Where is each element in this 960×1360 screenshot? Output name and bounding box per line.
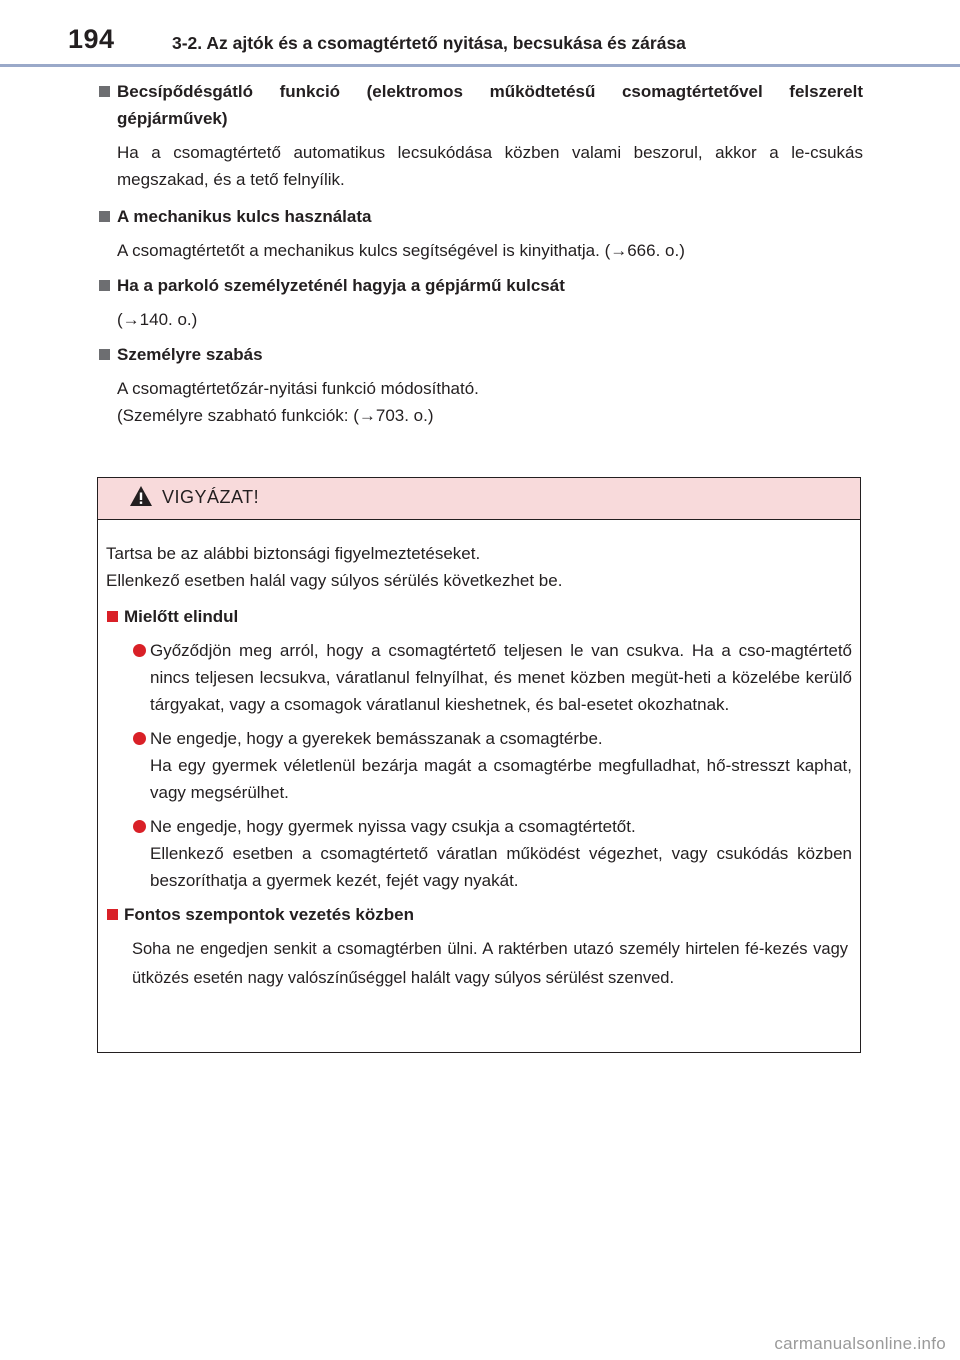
section-body: (→140. o.) [117,310,198,329]
warning-header [98,478,860,520]
warning-bullet [106,813,852,894]
warning-intro-line: Tartsa be az alábbi biztonsági figyelmeztetéseket. [106,544,481,563]
warning-subsection-text: Soha ne engedjen senkit a csomagtérben ülni. A raktérben utazó személy hirtelen fé-kezés vagy ütközés esetén nagy valószínűséggel halált vagy súlyos sérülést szenved. [132,940,848,987]
warning-body [98,520,860,993]
section-title-text: Személyre szabás [117,345,263,364]
red-square-bullet-icon [107,909,118,920]
red-square-bullet-icon [107,611,118,622]
red-dot-bullet-icon [133,732,146,745]
warning-bullet-text: Ha egy gyermek véletlenül bezárja magát a csomagtérbe megfulladhat, hő-stresszt kaphat, vagy megsérülhet. [150,756,852,802]
section-title [97,341,863,368]
section-customization [97,341,863,429]
page-number: 194 [68,24,115,54]
section-body-line: A csomagtértetőzár-nyitási funkció módosítható. [117,379,479,398]
warning-subsection-title [106,901,852,928]
chapter-title: 3-2. Az ajtók és a csomagtértető nyitása, becsukása és zárása [172,33,686,53]
section-pinch-protection [97,78,863,193]
header-divider [0,64,960,67]
warning-intro [106,540,852,594]
main-content [97,78,863,439]
square-bullet-icon [99,349,110,360]
section-body [97,375,863,429]
section-valet-key [97,272,863,333]
warning-title: VIGYÁZAT! [162,487,260,507]
square-bullet-icon [99,86,110,97]
section-title-text: Ha a parkoló személyzeténél hagyja a gépjármű kulcsát [117,276,565,295]
warning-subsection-title [106,603,852,630]
square-bullet-icon [99,211,110,222]
square-bullet-icon [99,280,110,291]
warning-bullet-text: Ellenkező esetben a csomagtértető váratlan működést végezhet, vagy csukódás közben beszoríthatja a gyermek kezét, fejét vagy nyakát. [150,844,852,890]
section-body: A csomagtértetőt a mechanikus kulcs segítségével is kinyithatja. (→666. o.) [117,241,685,260]
warning-bullet [106,725,852,806]
warning-box [97,477,861,1053]
section-body: Ha a csomagtértető automatikus lecsukódása közben valami beszorul, akkor a le-csukás megszakad, és a tető felnyílik. [117,143,863,189]
watermark: carmanualsonline.info [774,1334,946,1353]
warning-intro-line: Ellenkező esetben halál vagy súlyos sérülés következhet be. [106,571,563,590]
warning-bullet-text: Ne engedje, hogy gyermek nyissa vagy csukja a csomagtértetőt. [150,817,636,836]
warning-bullet [106,637,852,718]
section-title-text: A mechanikus kulcs használata [117,207,372,226]
section-body-line: (Személyre szabható funkciók: (→703. o.) [117,406,434,425]
section-title-text: Becsípődésgátló funkció (elektromos működtetésű csomagtértetővel felszerelt gépjárművek) [117,82,863,128]
red-dot-bullet-icon [133,644,146,657]
page-header [0,0,960,66]
red-dot-bullet-icon [133,820,146,833]
warning-subsection-title-text: Mielőtt elindul [124,607,239,626]
warning-bullet-text: Győződjön meg arról, hogy a csomagtértető teljesen le van csukva. Ha a cso-magtértető nincs teljesen lecsukva, váratlanul felnyílhat, és menet közben megüt-heti a közelébe kerülő tárgyakat, vagy a csomagok váratlanul kieshetnek, és bal-esetet okozhatnak. [150,641,852,714]
warning-triangle-icon [129,485,153,507]
section-title [97,203,863,230]
warning-subsection-title-text: Fontos szempontok vezetés közben [124,905,414,924]
warning-bullet-text: Ne engedje, hogy a gyerekek bemásszanak a csomagtérbe. [150,729,603,748]
section-title [97,272,863,299]
section-title [97,78,863,132]
section-mechanical-key [97,203,863,264]
